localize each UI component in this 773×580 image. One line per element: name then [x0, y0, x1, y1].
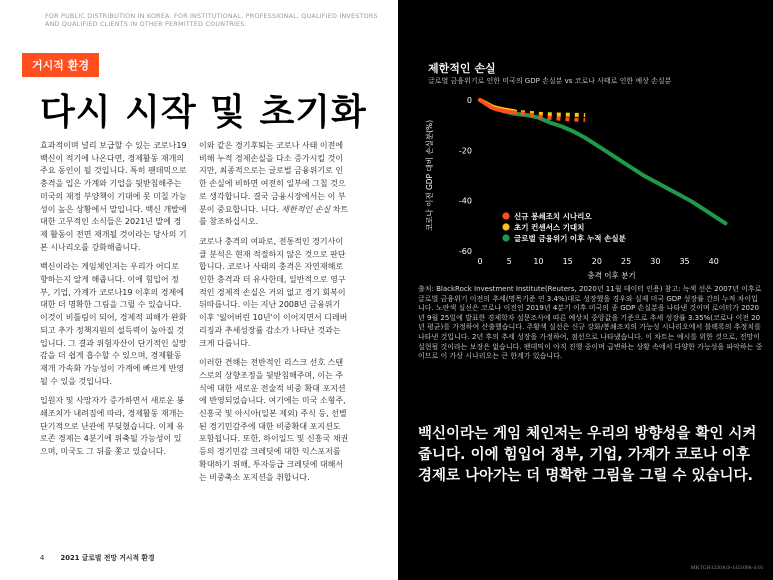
document-code: MKTGH1220A/S-1451066-4/16 [690, 565, 763, 571]
publication-name: 2021 글로벌 전망 거시적 환경 [60, 554, 155, 562]
disclaimer-text: FOR PUBLIC DISTRIBUTION IN KOREA. FOR INSTITUTIONAL, PROFESSIONAL, QUALIFIED INVESTORS AND QUALIFIED CLIENTS IN OTHER PERMITTED COUNTRIES. [45, 12, 378, 29]
paragraph: 코로나 충격의 여파로, 전통적인 경기사이클 분석은 현재 적절하지 않은 것으로 판단합니다. 코로나 사태의 충격은 자연재해로 인한 충격과 더 유사한데, 일반적으로 영구적인 경제적 손실은 거의 없고 경기 회복이 뒤따릅니다. 이는 지난 2008년 금융위기 이후 '잃어버린 10년'이 이어지면서 디레버리징과 추세성장률 감소가 나타난 것과는 크게 다릅니다. [199, 236, 348, 348]
chart-reference-link[interactable]: 제한적인 손실 [281, 204, 331, 214]
right-page [398, 0, 773, 580]
paragraph: 백신이라는 게임체인저는 우리가 어디로 향하는지 알게 해줍니다. 이에 힘입어 정부, 기업, 가계가 코로나19 이후의 경제에 대한 더 명확한 그림을 그릴 수 있습니다. 이것이 비틀림이 되어, 경제적 피해가 완화되고 추가 정책지원의 설득력이 높아질 것입니다. 그 결과 위험자산이 단기적인 실망감을 더 쉽게 흡수할 수 있으며, 경제활동 재개 가속화 가능성이 가계에 빠르게 반영될 수 있을 것입니다. [40, 262, 187, 386]
section-tag: 거시적 환경 [22, 53, 99, 77]
x-tick-label: 15 [562, 257, 573, 266]
x-tick-label: 20 [591, 257, 602, 266]
page-title: 다시 시작 및 초기화 [40, 92, 367, 133]
source-note: 출처: BlackRock Investment Institute(Reuters, 2020년 11월 데이터 인용) 참고: 녹색 선은 2007년 이후로 글로벌 금융위기 이전의 추세(명목기준 연 3.4%)대로 성장했을 경우와 실제 미국 GDP 성장률 간의 누적 차이입니다. 노란색 실선은 코로나 이전인 2019년 4분기 이후 미국의 종 GDP 손실분을 나타낸 것이며 로이터가 2020년 9월 25일에 발표한 경제학자 설문조사에 따른 예상치 중앙값을 기준으로 추세 성장률 3.35%(코로나 이전 20년 평균)를 가정하여 산출했습니다. 주황색 실선은 신규 강화/봉쇄조치의 가능성 시나리오에서 블랙록의 추정치를 나타낸 것입니다. 2년 후의 추세 성장을 가정하여, 점선으로 나타냈습니다. 이 차트는 예시를 위한 것으로, 전망이 실현될 것이라는 보장은 없습니다. 팬데믹이 아직 진행 중이며 급변하는 상황 속에서 다양한 가능성을 파악하는 중이므로 이 가상 시나리오는 큰 한계가 있습니다. [418, 285, 763, 361]
x-tick-label: 5 [506, 257, 512, 266]
chart-subtitle: 글로벌 금융위기로 인한 미국의 GDP 손실분 vs 코로나 사태로 인한 예상 손실분 [428, 77, 672, 85]
body-column-1 [40, 140, 188, 466]
series-line-gfc [480, 100, 726, 223]
legend-dot [502, 234, 509, 241]
y-axis-label: 코로나 이전 GDP 대비 손실분(%) [425, 119, 434, 232]
y-tick-label: -60 [458, 247, 472, 256]
chart-title: 제한적인 손실 [428, 62, 496, 75]
x-tick-label: 25 [621, 257, 632, 266]
x-tick-label: 30 [650, 257, 661, 266]
body-column-2 [199, 140, 349, 491]
y-tick-label: 0 [466, 96, 472, 105]
x-axis-label: 충격 이후 분기 [587, 271, 636, 280]
paragraph [199, 140, 349, 229]
paragraph: 효과적이며 널리 보급할 수 있는 코로나19 백신이 적기에 나온다면, 경제활동 재개의 주요 동인이 될 것입니다. 특히 팬데믹으로 충격을 입은 가계와 기업을 뒷받침해주는 미국의 재정 부양책이 기대에 못 미칠 가능성이 높은 상황에서 말입니다. 백신 개발에 대한 고무적인 소식들은 2021년 말에 경제 활동이 전면 재개될 것이라는 당사의 기본 시나리오를 강화해줍니다. [40, 141, 187, 252]
legend-label: 신규 봉쇄조치 시나리오 [514, 212, 592, 221]
legend-label: 글로벌 금융위기 이후 누적 손실분 [514, 234, 626, 243]
pull-quote: 백신이라는 게임 체인저는 우리의 방향성을 확인 시켜 줍니다. 이에 힘입어 정부, 기업, 가계가 코로나 이후 경제로 나아가는 더 명확한 그림을 그릴 수 있습니다. [418, 426, 757, 484]
legend-dot [502, 223, 509, 230]
chart-reference-post: 차트를 참조하십시오. [199, 204, 349, 227]
paragraph-text: 이와 같은 경기후퇴는 코로나 사태 이전에 비해 누적 경제손실을 다소 증가시킬 것이지만, 최종적으로는 글로벌 금융위기로 인한 손실에 비하면 여전히 일부에 그칠 것으로 생각합니다. 결국 금융시장에서는 이 부분이 중요합니다. [199, 141, 346, 214]
paragraph: 입원자 및 사망자가 증가하면서 새로운 봉쇄조치가 내려짐에 따라, 경제활동 재개는 단기적으로 난관에 부딪혔습니다. 이제 유로존 경제는 4분기에 위축될 가능성이 있으며, 미국도 그 뒤를 쫓고 있습니다. [40, 396, 185, 457]
page-footer [40, 552, 155, 562]
x-tick-label: 0 [477, 257, 483, 266]
paragraph: 이러한 견해는 전반적인 리스크 선호 스탠스로의 상향조정을 뒷받침해주며, 이는 주식에 대한 새로운 전술적 비중 확대 포지션에 반영되었습니다. 여기에는 미국 소형주, 신흥국 및 아시아(일본 제외) 주식 등, 선별된 경기민감주에 대한 비중확대 포지션도 포함됩니다. 또한, 하이일드 및 신흥국 채권 등의 경기민감 크레딧에 대한 익스포저를 확대하기 위해, 투자등급 크레딧에 대해서는 비중축소 포지션을 취합니다. [199, 358, 349, 482]
y-tick-label: -40 [458, 196, 472, 206]
legend-label: 초기 컨센서스 기대치 [514, 223, 585, 232]
x-tick-label: 10 [533, 257, 544, 266]
chart-reference-pre: 니다. [260, 204, 282, 214]
loss-chart [418, 88, 758, 280]
page-number: 4 [40, 554, 45, 562]
legend-dot [502, 212, 509, 219]
y-tick-label: -20 [458, 146, 472, 156]
x-tick-label: 35 [679, 257, 690, 266]
x-tick-label: 40 [708, 257, 719, 266]
